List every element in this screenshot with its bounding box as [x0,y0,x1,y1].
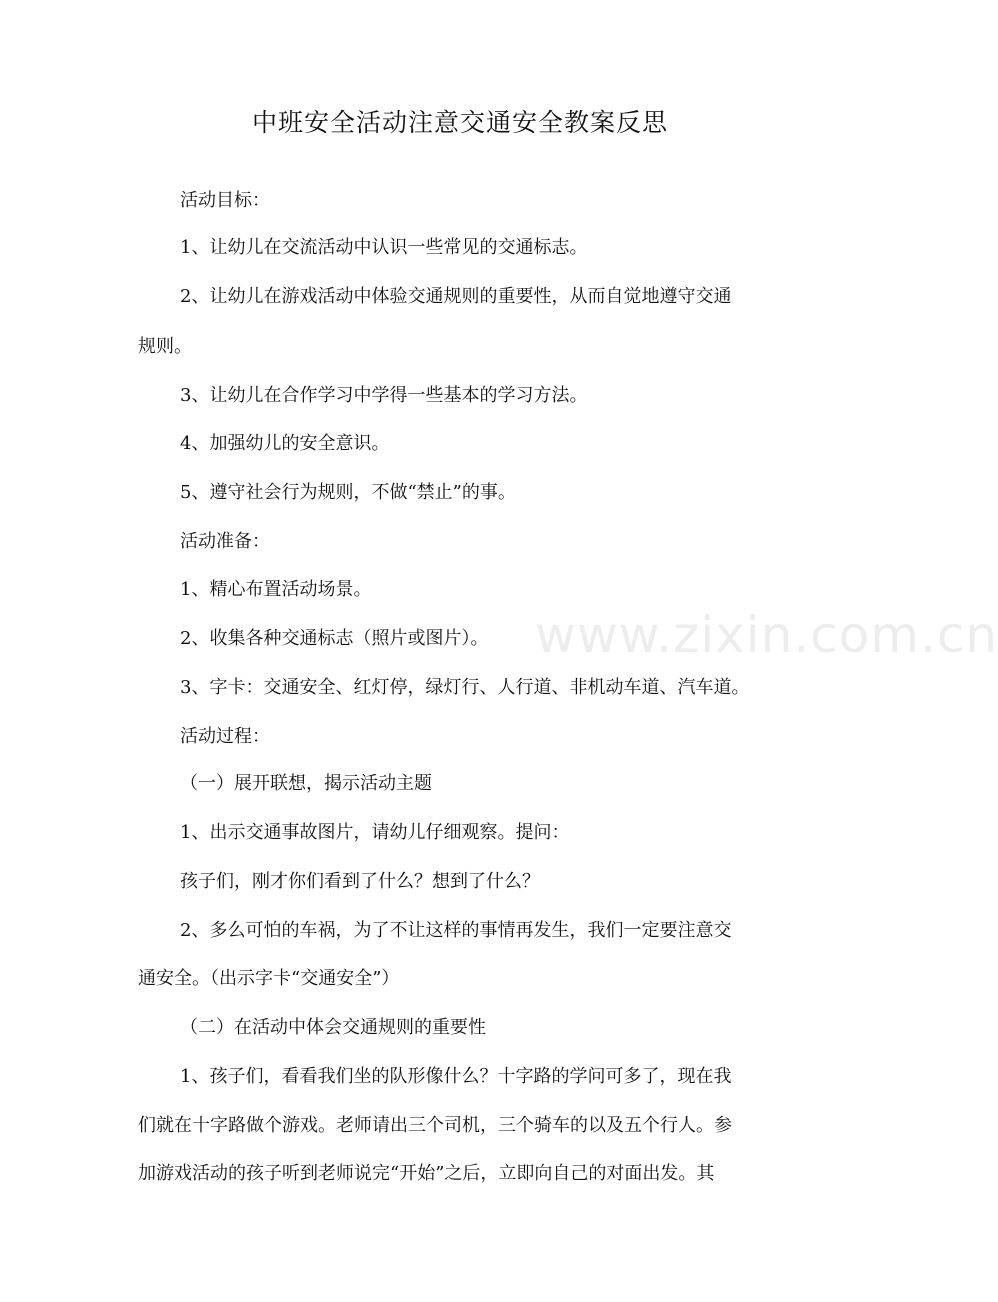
watermark: www.zixin.com.cn [535,606,998,664]
paragraph-line: 孩子们，刚才你们看到了什么？想到了什么？ [180,871,540,892]
section-heading-goals: 活动目标： [180,190,270,211]
paragraph-line: 1、孩子们，看看我们坐的队形像什么？十字路的学问可多了，现在我 [180,1066,732,1087]
paragraph-line: 1、精心布置活动场景。 [180,579,372,600]
paragraph-line: 1、出示交通事故图片，请幼儿仔细观察。提问： [180,822,570,843]
paragraph-line: 1、让幼儿在交流活动中认识一些常见的交通标志。 [180,237,588,258]
section-heading-preparation: 活动准备： [180,531,270,552]
paragraph-line: 2、收集各种交通标志（照片或图片）。 [180,628,489,649]
paragraph-line: 通安全。（出示字卡“交通安全”） [138,968,400,989]
paragraph-line: 加游戏活动的孩子听到老师说完“开始”之后，立即向自己的对面出发。其 [138,1163,715,1184]
section-heading-process: 活动过程： [180,726,270,747]
paragraph-line: 2、让幼儿在游戏活动中体验交通规则的重要性，从而自觉地遵守交通 [180,286,732,307]
paragraph-line: 4、加强幼儿的安全意识。 [180,433,390,454]
paragraph-line: 3、让幼儿在合作学习中学得一些基本的学习方法。 [180,385,588,406]
paragraph-line: 3、字卡：交通安全、红灯停，绿灯行、人行道、非机动车道、汽车道。 [180,677,750,698]
paragraph-line: 们就在十字路做个游戏。老师请出三个司机，三个骑车的以及五个行人。参 [138,1115,732,1136]
subsection-heading: （一）展开联想，揭示活动主题 [180,773,432,794]
paragraph-line: 规则。 [138,336,192,357]
subsection-heading: （二）在活动中体会交通规则的重要性 [180,1017,486,1038]
paragraph-line: 2、多么可怕的车祸，为了不让这样的事情再发生，我们一定要注意交 [180,920,732,941]
paragraph-line: 5、遵守社会行为规则，不做“禁止”的事。 [180,482,516,503]
page-title: 中班安全活动注意交通安全教案反思 [251,108,668,137]
